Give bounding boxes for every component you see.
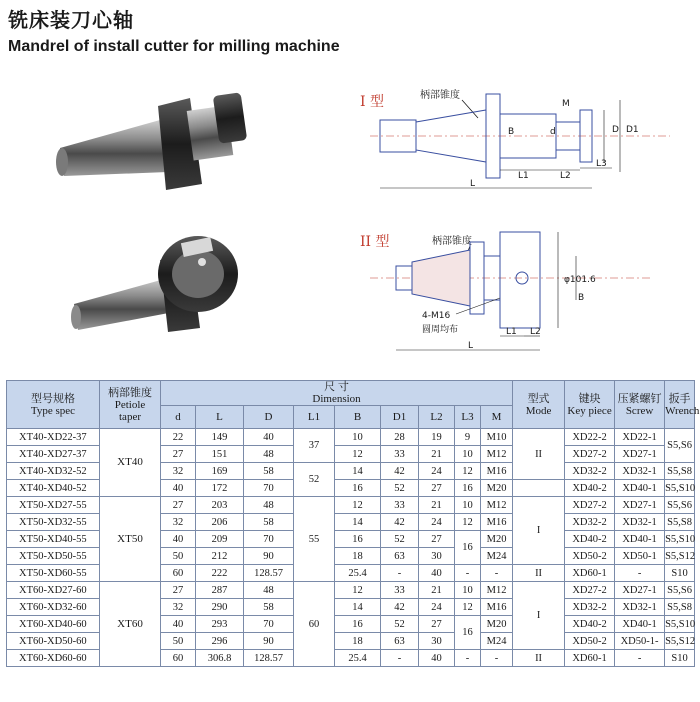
cell-L2: 19 [419,429,455,446]
cell-L: 169 [196,463,244,480]
cell-d: 40 [161,480,196,497]
cell-wrench: S5,S8 [665,599,695,616]
cell-L: 222 [196,565,244,582]
cell-d: 27 [161,582,196,599]
cell-L3: 12 [455,599,481,616]
cell-mode: I [513,497,565,565]
col-mode: 型式 Mode [513,381,565,429]
type2-dim-B: B [578,293,585,303]
cell-D1: 33 [381,582,419,599]
col-dimension: 尺 寸 Dimension [161,381,513,406]
cell-type-spec: XT60-XD60-60 [7,650,100,667]
cell-D: 128.57 [244,650,294,667]
cell-D: 58 [244,514,294,531]
cell-D: 70 [244,616,294,633]
dim-col-b: B [335,406,381,429]
type1-dim-L1: L1 [518,171,529,181]
cell-L2: 21 [419,582,455,599]
spec-table [6,380,700,667]
cell-L3: 12 [455,463,481,480]
cell-L1: 60 [294,582,335,667]
type2-label: II 型 [360,234,390,250]
mandrel-photo-type2 [70,220,270,340]
cell-D1: 63 [381,548,419,565]
cell-wrench: S5,S10 [665,531,695,548]
cell-D: 48 [244,446,294,463]
cell-M: M20 [481,480,513,497]
col-screw: 压紧螺钉 Screw [615,381,665,429]
cell-L3: 9 [455,429,481,446]
type1-dim-L: L [470,179,476,189]
cell-B: 12 [335,497,381,514]
drawing-type1 [350,80,695,200]
cell-M: M12 [481,446,513,463]
cell-B: 18 [335,548,381,565]
table-row [7,582,695,599]
page-title-en: Mandrel of install cutter for milling machine [8,38,340,55]
cell-B: 16 [335,531,381,548]
cell-B: 14 [335,599,381,616]
cell-d: 32 [161,599,196,616]
page-title-cn: 铣床装刀心轴 [8,8,134,32]
cell-screw: XD27-1 [615,497,665,514]
cell-L1: 52 [294,463,335,497]
cell-D1: 42 [381,599,419,616]
type2-dim-L: L [468,341,474,351]
cell-B: 14 [335,463,381,480]
cell-B: 12 [335,582,381,599]
type1-dim-d: d [550,127,556,137]
type2-bolt-note2: 圆周均布 [422,325,459,335]
cell-B: 10 [335,429,381,446]
cell-wrench: S5,S6 [665,429,695,463]
cell-wrench: S5,S12 [665,548,695,565]
cell-mode [513,480,565,497]
cell-D: 48 [244,582,294,599]
cell-type-spec: XT60-XD27-60 [7,582,100,599]
cell-D1: 33 [381,446,419,463]
type1-dim-M: M [562,99,570,109]
cell-type-spec: XT50-XD50-55 [7,548,100,565]
cell-screw: - [615,650,665,667]
cell-wrench: S5,S6 [665,582,695,599]
mandrel-photo-type1 [50,80,280,200]
cell-key-piece: XD50-2 [565,633,615,650]
col-petiole-taper: 柄部锥度 Petiole taper [100,381,161,429]
cell-type-spec: XT50-XD32-55 [7,514,100,531]
cell-L3: 16 [455,531,481,565]
cell-screw: XD40-1 [615,480,665,497]
cell-D: 40 [244,429,294,446]
cell-L2: 21 [419,446,455,463]
cell-key-piece: XD27-2 [565,497,615,514]
cell-d: 32 [161,514,196,531]
cell-B: 16 [335,480,381,497]
type2-dim-L2: L2 [530,327,541,337]
cell-wrench: S5,S6 [665,497,695,514]
cell-L2: 40 [419,650,455,667]
cell-M: M16 [481,599,513,616]
type2-dim-L1: L1 [506,327,517,337]
cell-D1: - [381,650,419,667]
cell-type-spec: XT50-XD60-55 [7,565,100,582]
cell-screw: XD32-1 [615,599,665,616]
table-row [7,497,695,514]
cell-D: 90 [244,633,294,650]
table-row [7,429,695,446]
type1-taper-label: 柄部锥度 [420,90,460,101]
cell-D1: 63 [381,633,419,650]
cell-mode: II [513,429,565,480]
cell-petiole-taper: XT60 [100,582,161,667]
cell-wrench: S5,S8 [665,514,695,531]
cell-key-piece: XD40-2 [565,616,615,633]
cell-M: M16 [481,463,513,480]
cell-L: 212 [196,548,244,565]
cell-screw: XD27-1 [615,446,665,463]
cell-D1: 33 [381,497,419,514]
cell-mode: I [513,582,565,650]
type1-dim-L3: L3 [596,159,607,169]
type1-dim-D1: D1 [626,125,639,135]
type1-dim-L2: L2 [560,171,571,181]
cell-L2: 30 [419,548,455,565]
cell-key-piece: XD32-2 [565,599,615,616]
cell-D1: 52 [381,480,419,497]
cell-B: 25.4 [335,565,381,582]
cell-M: - [481,650,513,667]
cell-screw: XD27-1 [615,582,665,599]
cell-d: 60 [161,650,196,667]
cell-L: 287 [196,582,244,599]
cell-wrench: S5,S12 [665,633,695,650]
cell-d: 50 [161,548,196,565]
dim-col-d: D [244,406,294,429]
cell-D1: 42 [381,463,419,480]
cell-screw: XD32-1 [615,463,665,480]
cell-D: 48 [244,497,294,514]
cell-screw: XD40-1 [615,616,665,633]
cell-L2: 30 [419,633,455,650]
cell-M: M24 [481,548,513,565]
cell-L: 172 [196,480,244,497]
type1-dim-b: B [508,127,515,137]
cell-screw: XD32-1 [615,514,665,531]
cell-key-piece: XD40-2 [565,531,615,548]
col-wrench: 扳手 Wrench [665,381,695,429]
cell-L: 296 [196,633,244,650]
cell-key-piece: XD32-2 [565,514,615,531]
dim-col-l: L [196,406,244,429]
cell-wrench: S5,S10 [665,480,695,497]
cell-mode: II [513,650,565,667]
cell-B: 14 [335,514,381,531]
cell-B: 18 [335,633,381,650]
cell-L: 151 [196,446,244,463]
type1-label: I 型 [360,94,384,110]
cell-key-piece: XD60-1 [565,650,615,667]
cell-L2: 21 [419,497,455,514]
dim-col-m: M [481,406,513,429]
cell-type-spec: XT60-XD32-60 [7,599,100,616]
dim-col-d: d [161,406,196,429]
cell-L: 306.8 [196,650,244,667]
cell-d: 60 [161,565,196,582]
cell-wrench: S10 [665,650,695,667]
cell-L: 206 [196,514,244,531]
cell-type-spec: XT40-XD40-52 [7,480,100,497]
cell-d: 40 [161,531,196,548]
cell-L2: 27 [419,480,455,497]
cell-D1: - [381,565,419,582]
cell-L2: 27 [419,616,455,633]
cell-L3: - [455,650,481,667]
cell-screw: XD22-1 [615,429,665,446]
cell-D1: 28 [381,429,419,446]
dim-col-l1: L1 [294,406,335,429]
cell-D1: 52 [381,616,419,633]
cell-L: 149 [196,429,244,446]
cell-D: 128.57 [244,565,294,582]
cell-D: 70 [244,531,294,548]
cell-type-spec: XT40-XD22-37 [7,429,100,446]
cell-L3: 16 [455,480,481,497]
cell-L1: 37 [294,429,335,463]
type2-bolt-note: 4-M16 [422,311,451,321]
cell-D: 58 [244,463,294,480]
cell-L2: 27 [419,531,455,548]
cell-type-spec: XT60-XD50-60 [7,633,100,650]
cell-D1: 42 [381,514,419,531]
cell-d: 22 [161,429,196,446]
cell-mode: II [513,565,565,582]
cell-L3: 10 [455,582,481,599]
cell-type-spec: XT40-XD32-52 [7,463,100,480]
col-key-piece: 键块 Key piece [565,381,615,429]
cell-type-spec: XT50-XD27-55 [7,497,100,514]
cell-D: 58 [244,599,294,616]
cell-L: 209 [196,531,244,548]
cell-key-piece: XD32-2 [565,463,615,480]
cell-screw: XD40-1 [615,531,665,548]
cell-B: 12 [335,446,381,463]
cell-L2: 24 [419,599,455,616]
cell-L3: 10 [455,446,481,463]
cell-L3: 10 [455,497,481,514]
cell-M: M24 [481,633,513,650]
cell-type-spec: XT60-XD40-60 [7,616,100,633]
cell-key-piece: XD27-2 [565,582,615,599]
cell-L3: - [455,565,481,582]
cell-M: M12 [481,582,513,599]
cell-petiole-taper: XT40 [100,429,161,497]
cell-d: 50 [161,633,196,650]
type2-dim-dia: φ101.6 [564,275,596,285]
cell-d: 32 [161,463,196,480]
cell-type-spec: XT50-XD40-55 [7,531,100,548]
cell-type-spec: XT40-XD27-37 [7,446,100,463]
cell-wrench: S5,S8 [665,463,695,480]
cell-L3: 12 [455,514,481,531]
cell-key-piece: XD22-2 [565,429,615,446]
type2-taper-label: 柄部锥度 [432,236,472,247]
cell-L2: 24 [419,514,455,531]
type1-dim-D: D [612,125,619,135]
col-type-spec: 型号规格 Type spec [7,381,100,429]
cell-wrench: S10 [665,565,695,582]
dim-col-d1: D1 [381,406,419,429]
cell-screw: XD50-1- [615,633,665,650]
cell-M: M12 [481,497,513,514]
dim-col-l2: L2 [419,406,455,429]
cell-M: - [481,565,513,582]
cell-D: 90 [244,548,294,565]
cell-D: 70 [244,480,294,497]
cell-d: 40 [161,616,196,633]
cell-L: 293 [196,616,244,633]
cell-L2: 40 [419,565,455,582]
cell-d: 27 [161,446,196,463]
cell-M: M16 [481,514,513,531]
cell-key-piece: XD27-2 [565,446,615,463]
cell-d: 27 [161,497,196,514]
cell-key-piece: XD50-2 [565,548,615,565]
cell-M: M20 [481,616,513,633]
cell-B: 16 [335,616,381,633]
dim-col-l3: L3 [455,406,481,429]
cell-L: 203 [196,497,244,514]
cell-L1: 55 [294,497,335,582]
cell-M: M10 [481,429,513,446]
cell-key-piece: XD60-1 [565,565,615,582]
cell-screw: - [615,565,665,582]
cell-screw: XD50-1 [615,548,665,565]
cell-key-piece: XD40-2 [565,480,615,497]
cell-wrench: S5,S10 [665,616,695,633]
drawing-type2 [350,222,695,362]
cell-L2: 24 [419,463,455,480]
cell-B: 25.4 [335,650,381,667]
cell-L: 290 [196,599,244,616]
cell-M: M20 [481,531,513,548]
cell-D1: 52 [381,531,419,548]
cell-petiole-taper: XT50 [100,497,161,582]
cell-L3: 16 [455,616,481,650]
